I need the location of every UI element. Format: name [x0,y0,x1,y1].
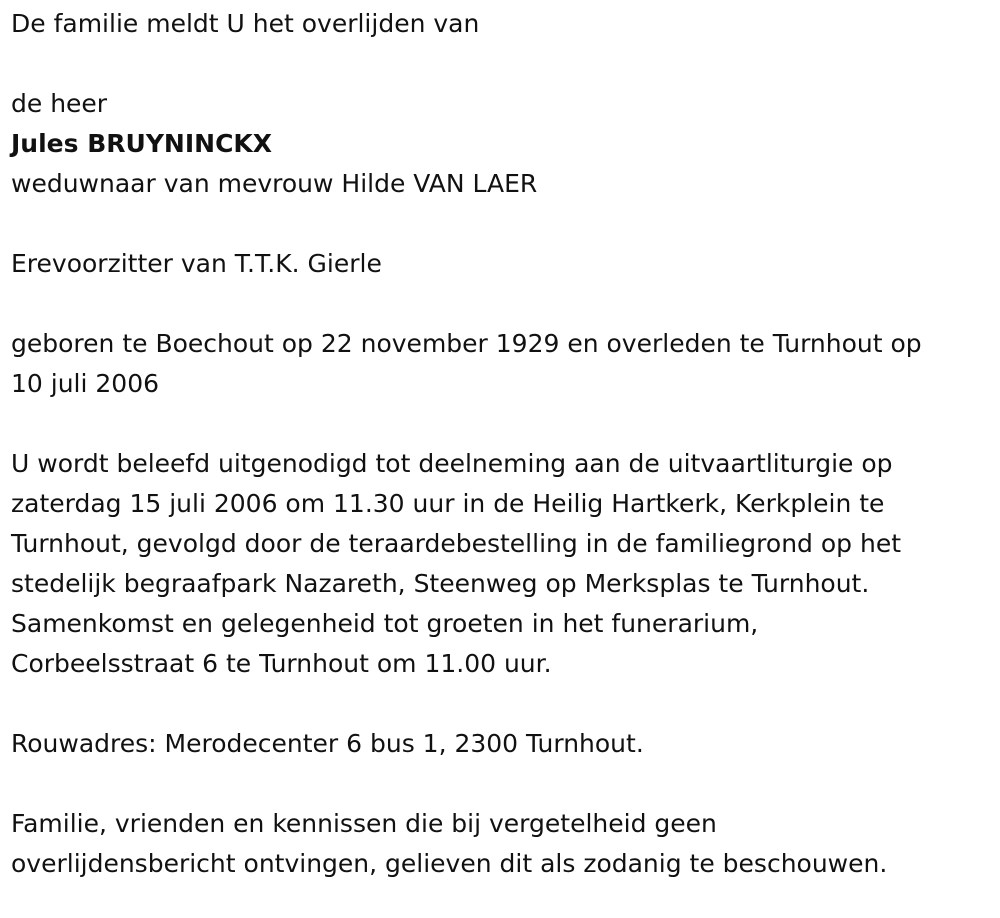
invitation-line: Corbeelsstraat 6 te Turnhout om 11.00 uur. [11,649,552,678]
honorific: de heer [11,89,108,118]
invitation-paragraph [11,444,990,684]
mourning-address: Rouwadres: Merodecenter 6 bus 1, 2300 Turnhout. [11,729,644,758]
honorary-title: Erevoorzitter van T.T.K. Gierle [11,249,382,278]
spacer [11,204,990,244]
invitation-line: stedelijk begraafpark Nazareth, Steenweg op Merksplas te Turnhout. [11,569,870,598]
spacer [11,404,990,444]
widower-text: weduwnaar van mevrouw Hilde VAN LAER [11,169,538,198]
invitation-line: U wordt beleefd uitgenodigd tot deelneming aan de uitvaartliturgie op [11,449,893,478]
deceased-name: Jules BRUYNINCKX [11,129,273,158]
birth-death-line: geboren te Boechout op 22 november 1929 en overleden te Turnhout op [11,329,922,358]
intro-text: De familie meldt U het overlijden van [11,9,480,38]
closing-line: Familie, vrienden en kennissen die bij vergetelheid geen [11,809,717,838]
birth-death-line: 10 juli 2006 [11,369,160,398]
closing-line: overlijdensbericht ontvingen, gelieven dit als zodanig te beschouwen. [11,849,888,878]
spacer [11,764,990,804]
birth-death-paragraph [11,324,990,404]
closing-paragraph [11,804,990,884]
invitation-line: Turnhout, gevolgd door de teraardebestelling in de familiegrond op het [11,529,902,558]
invitation-line: Samenkomst en gelegenheid tot groeten in het funerarium, [11,609,759,638]
spacer [11,284,990,324]
spacer [11,684,990,724]
invitation-line: zaterdag 15 juli 2006 om 11.30 uur in de Heilig Hartkerk, Kerkplein te [11,489,885,518]
spacer [11,44,990,84]
